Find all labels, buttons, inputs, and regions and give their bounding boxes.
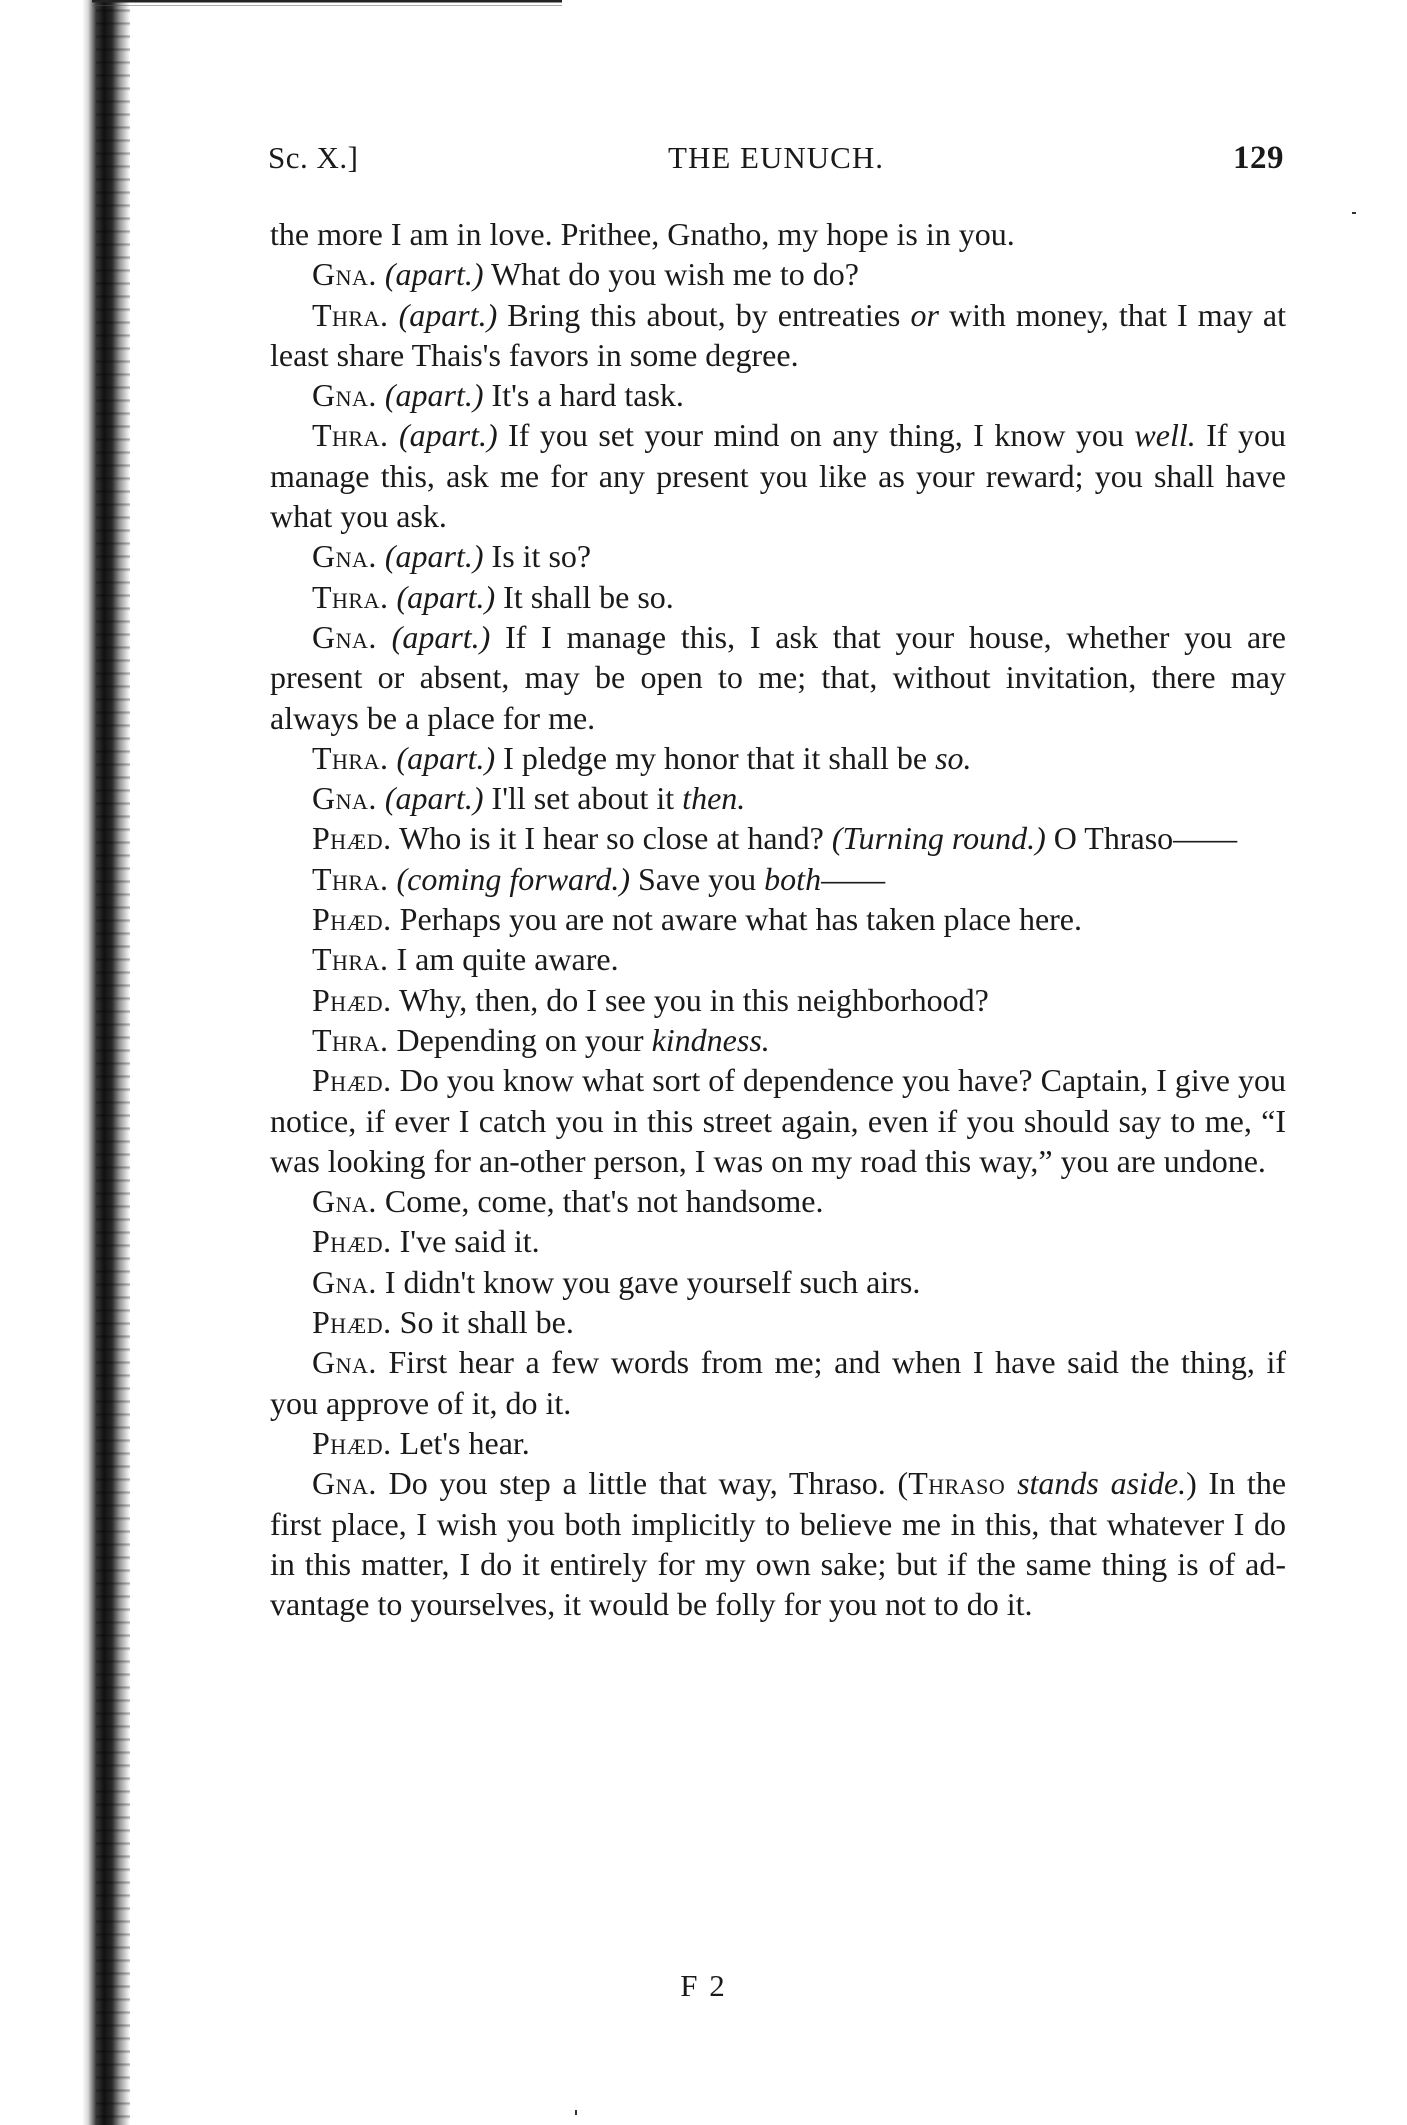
speaker-name: Gna. <box>312 256 377 293</box>
dialogue-paragraph <box>270 536 1286 576</box>
dialogue-paragraph <box>270 818 1286 858</box>
dialogue-text <box>389 297 399 333</box>
speaker-name: Gna. <box>312 780 377 817</box>
dialogue-text <box>389 417 399 453</box>
dialogue-text: I'll set about it <box>483 780 683 817</box>
signature-mark: F 2 <box>680 1968 727 2003</box>
stage-direction: (apart.) <box>384 256 484 293</box>
speaker-name: Gna. <box>312 1465 377 1502</box>
stage-direction: both <box>764 860 822 897</box>
dialogue-paragraph <box>270 1020 1286 1060</box>
stage-direction: (apart.) <box>398 417 498 454</box>
dialogue-text: —— <box>821 860 886 897</box>
dialogue-paragraph <box>270 1302 1286 1342</box>
speaker-name: Gna. <box>312 377 377 414</box>
stage-direction: well. <box>1134 417 1196 454</box>
dialogue-text: If I manage this, I ask that your house, whether you are present or absent, may be open to me; that, without invitation, there may always be a place for me. <box>270 618 1287 736</box>
dialogue-paragraph <box>270 859 1286 899</box>
speaker-name: Thraso <box>908 1465 1006 1502</box>
stage-direction: so. <box>935 739 972 776</box>
dialogue-paragraph <box>270 617 1286 738</box>
dialogue-text <box>389 861 397 897</box>
dialogue-paragraph <box>270 778 1286 818</box>
speaker-name: Thra. <box>312 578 389 615</box>
speaker-name: Gna. <box>312 538 377 575</box>
stage-direction: (apart.) <box>396 739 496 776</box>
dialogue-paragraph <box>270 295 1286 376</box>
dialogue-text <box>389 740 397 776</box>
stage-direction: then. <box>682 780 746 817</box>
dialogue-text: O Thraso—— <box>1045 820 1238 857</box>
page-number: 129 <box>1233 140 1284 176</box>
speaker-name: Phæd. <box>312 1304 392 1341</box>
dialogue-text: Depending on your <box>388 1021 652 1058</box>
scene-marker: Sc. X.] <box>268 140 359 175</box>
dialogue-paragraph <box>270 1060 1286 1181</box>
dialogue-text: with money, that I may at least share Thais's favors in some degree. <box>270 296 1287 373</box>
dialogue-text <box>377 780 385 816</box>
dialogue-text: Do you step a little that way, Thraso. ( <box>376 1465 909 1502</box>
dialogue-text <box>389 579 397 615</box>
dialogue-text <box>377 619 392 655</box>
stage-direction: (apart.) <box>384 780 484 817</box>
speaker-name: Thra. <box>312 1021 389 1058</box>
dialogue-paragraph <box>270 415 1286 536</box>
dialogue-text <box>377 538 385 574</box>
speaker-name: Gna. <box>312 1263 377 1300</box>
dialogue-text: Perhaps you are not aware what has taken place here. <box>391 901 1082 938</box>
dialogue-text: It's a hard task. <box>483 377 684 414</box>
dialogue-text: Bring this about, by entreaties <box>497 296 911 333</box>
dialogue-text <box>1005 1465 1017 1501</box>
stage-direction: kindness. <box>651 1021 770 1058</box>
dialogue-text: If you manage this, ask me for any present you like as your reward; you shall have what you ask. <box>270 417 1287 535</box>
dialogue-text: I pledge my honor that it shall be <box>495 739 936 776</box>
dialogue-text: I am quite aware. <box>388 941 619 978</box>
ink-speck <box>575 2110 577 2115</box>
speaker-name: Phæd. <box>312 820 392 857</box>
speaker-name: Phæd. <box>312 1062 392 1099</box>
stage-direction: (apart.) <box>384 377 484 414</box>
dialogue-text: Save you <box>629 860 765 897</box>
speaker-name: Phæd. <box>312 981 392 1018</box>
dialogue-paragraph <box>270 1423 1286 1463</box>
stage-direction: or <box>910 296 939 333</box>
dialogue-paragraph <box>270 980 1286 1020</box>
dialogue-text: the more I am in love. Prithee, Gnatho, my hope is in you. <box>270 216 1015 252</box>
stage-direction: (coming forward.) <box>396 860 630 897</box>
speaker-name: Gna. <box>312 1183 377 1220</box>
dialogue-text: Who is it I hear so close at hand? <box>391 820 832 857</box>
stage-direction: (apart.) <box>391 618 491 655</box>
speaker-name: Thra. <box>312 296 389 333</box>
dialogue-text <box>377 377 385 413</box>
dialogue-text: What do you wish me to do? <box>483 256 859 293</box>
top-rule <box>92 0 562 6</box>
dialogue-paragraph <box>270 577 1286 617</box>
stage-direction: (Turning round.) <box>831 820 1046 857</box>
dialogue-text: So it shall be. <box>391 1304 574 1341</box>
dialogue-paragraph <box>270 1181 1286 1221</box>
dialogue-text: It shall be so. <box>495 578 674 615</box>
dialogue-text: ) In the first place, I wish you both implicitly to believe me in this, that whatever I do in this matter, I do it entirely for my own sake; but if the same thing is of ad-vantage to yourselves, it would be folly for you not to do it. <box>270 1465 1287 1623</box>
dialogue-text: Why, then, do I see you in this neighborhood? <box>391 981 989 1018</box>
dialogue-paragraph <box>270 899 1286 939</box>
dialogue-text: I've said it. <box>391 1223 540 1260</box>
dialogue-text: Is it so? <box>483 538 592 575</box>
dialogue-text <box>377 256 385 292</box>
dialogue-text: Come, come, that's not handsome. <box>376 1183 824 1220</box>
dialogue-text: If you set your mind on any thing, I know you <box>497 417 1135 454</box>
running-header <box>268 140 1284 184</box>
dialogue-paragraph <box>270 1221 1286 1261</box>
stage-direction: (apart.) <box>398 296 498 333</box>
dialogue-paragraph <box>270 738 1286 778</box>
book-binding-edge <box>0 0 130 2125</box>
dialogue-paragraph <box>270 1342 1286 1423</box>
stage-direction: (apart.) <box>384 538 484 575</box>
page-text <box>270 214 1286 1624</box>
dialogue-paragraph <box>270 939 1286 979</box>
page-title: THE EUNUCH. <box>668 140 884 175</box>
speaker-name: Gna. <box>312 618 377 655</box>
speaker-name: Phæd. <box>312 1223 392 1260</box>
speaker-name: Thra. <box>312 417 389 454</box>
dialogue-paragraph <box>270 375 1286 415</box>
dialogue-text: First hear a few words from me; and when I have said the thing, if you approve of it, do it. <box>270 1344 1286 1421</box>
dialogue-text: I didn't know you gave yourself such airs. <box>376 1263 921 1300</box>
speaker-name: Thra. <box>312 860 389 897</box>
ink-speck <box>1352 212 1356 214</box>
stage-direction: (apart.) <box>396 578 496 615</box>
speaker-name: Phæd. <box>312 901 392 938</box>
stage-direction: stands aside. <box>1017 1465 1187 1502</box>
dialogue-text: Let's hear. <box>391 1424 530 1461</box>
dialogue-paragraph <box>270 254 1286 294</box>
dialogue-text: Do you know what sort of dependence you have? Captain, I give you notice, if ever I catch you in this street again, even if you should say to me, “I was looking for an-other person, I was on my road this way,” you are undone. <box>270 1062 1286 1179</box>
speaker-name: Gna. <box>312 1344 377 1381</box>
speaker-name: Thra. <box>312 739 389 776</box>
dialogue-paragraph <box>270 1463 1286 1624</box>
speaker-name: Phæd. <box>312 1424 392 1461</box>
dialogue-paragraph <box>270 214 1286 254</box>
speaker-name: Thra. <box>312 941 389 978</box>
dialogue-paragraph <box>270 1262 1286 1302</box>
